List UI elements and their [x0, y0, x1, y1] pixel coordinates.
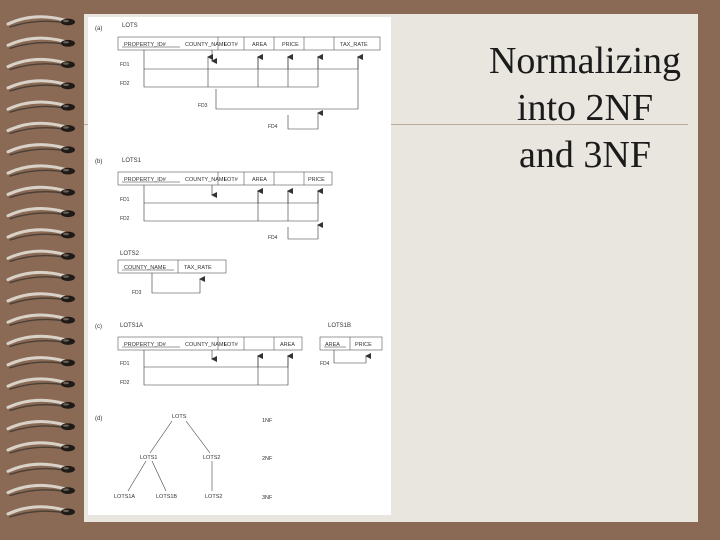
part-c-label: (c) — [95, 324, 102, 330]
spiral-ring — [8, 315, 75, 325]
lots-fd1-label: FD1 — [120, 62, 130, 68]
spiral-ring — [8, 507, 75, 517]
lots-fd2-label: FD2 — [120, 81, 130, 87]
spiral-ring — [8, 81, 75, 91]
spiral-ring — [8, 272, 75, 282]
lots-relation-name: LOTS — [122, 23, 138, 29]
tree-node-lots1: LOTS1 — [140, 455, 158, 461]
part-d-label: (d) — [95, 416, 103, 422]
slide-title-line-1: Normalizing — [488, 40, 682, 82]
lots1a-fd-arrows — [144, 350, 288, 385]
spiral-ring — [8, 336, 75, 346]
slide-title-line-2: into 2NF — [516, 87, 654, 129]
level-3nf-label: 3NF — [262, 495, 273, 501]
spiral-ring — [8, 209, 75, 219]
slide-title — [470, 38, 700, 179]
lots1a-col-property-id: PROPERTY_ID# — [124, 342, 166, 348]
spiral-ring — [8, 379, 75, 389]
spiral-ring — [8, 443, 75, 453]
spiral-ring — [8, 102, 75, 112]
lots-col-property-id: PROPERTY_ID# — [124, 42, 166, 48]
spiral-ring — [8, 123, 75, 133]
part-b-label: (b) — [95, 159, 103, 165]
lots2-col-county-name: COUNTY_NAME — [124, 265, 167, 271]
spiral-ring — [8, 485, 75, 495]
lots-col-county-name: COUNTY_NAME — [185, 42, 228, 48]
spiral-ring — [8, 230, 75, 240]
lots1-col-lot: LOT# — [224, 177, 238, 183]
lots2-fd-arrows — [152, 273, 200, 293]
lots1-fd-arrows — [144, 185, 318, 239]
lots1a-fd2-label: FD2 — [120, 380, 130, 386]
spiral-ring — [8, 358, 75, 368]
lots-col-lot: LOT# — [224, 42, 238, 48]
spiral-ring — [8, 294, 75, 304]
spiral-ring — [8, 464, 75, 474]
lots1b-fd-arrows — [334, 350, 366, 363]
spiral-binding — [0, 0, 84, 540]
lots-col-price: PRICE — [282, 42, 299, 48]
level-2nf-label: 2NF — [262, 456, 273, 462]
normalization-diagram — [88, 17, 391, 515]
lots1a-col-area: AREA — [280, 342, 295, 348]
lots1-fd1-label: FD1 — [120, 197, 130, 203]
spiral-ring — [8, 187, 75, 197]
lots2-header-row — [118, 260, 226, 273]
lots-fd4-label: FD4 — [268, 124, 278, 130]
lots1b-header-row — [320, 337, 382, 350]
slide-title-line-3: and 3NF — [519, 134, 651, 176]
lots-col-area: AREA — [252, 42, 267, 48]
lots-col-tax-rate: TAX_RATE — [340, 42, 368, 48]
lots1a-col-county-name: COUNTY_NAME — [185, 342, 228, 348]
lots1b-col-area: AREA — [325, 342, 340, 348]
lots1-col-property-id: PROPERTY_ID# — [124, 177, 166, 183]
lots1-header-row — [118, 172, 332, 185]
lots-fd3-label: FD3 — [198, 103, 208, 109]
lots1a-col-lot: LOT# — [224, 342, 238, 348]
level-1nf-label: 1NF — [262, 418, 273, 424]
tree-node-lots: LOTS — [172, 414, 187, 420]
spiral-ring — [8, 17, 75, 27]
lots-fd-arrows — [144, 50, 358, 129]
lots1-fd4-label: FD4 — [268, 235, 278, 241]
lots1-col-price: PRICE — [308, 177, 325, 183]
lots1-col-area: AREA — [252, 177, 267, 183]
spiral-ring — [8, 400, 75, 410]
lots1a-header-row — [118, 337, 302, 350]
lots2-col-tax-rate: TAX_RATE — [184, 265, 212, 271]
spiral-ring — [8, 422, 75, 432]
tree-node-lots2: LOTS2 — [203, 455, 221, 461]
lots1a-fd1-label: FD1 — [120, 361, 130, 367]
lots1b-col-price: PRICE — [355, 342, 372, 348]
spiral-ring — [8, 38, 75, 48]
spiral-ring — [8, 166, 75, 176]
tree-node-lots1a: LOTS1A — [114, 494, 136, 500]
part-a-label: (a) — [95, 26, 103, 32]
lots2-fd3-label: FD3 — [132, 290, 142, 296]
spiral-ring — [8, 145, 75, 155]
spiral-ring — [8, 59, 75, 69]
lots1-relation-name: LOTS1 — [122, 158, 142, 164]
tree-node-lots2-3nf: LOTS2 — [205, 494, 223, 500]
lots2-relation-name: LOTS2 — [120, 251, 140, 257]
lots1a-relation-name: LOTS1A — [120, 323, 144, 329]
spiral-ring — [8, 251, 75, 261]
lots1-col-county-name: COUNTY_NAME — [185, 177, 228, 183]
normalization-figure — [88, 17, 391, 515]
lots-header-row — [118, 37, 380, 50]
lots1b-fd4-label: FD4 — [320, 361, 330, 367]
tree-node-lots1b: LOTS1B — [156, 494, 178, 500]
lots1-fd2-label: FD2 — [120, 216, 130, 222]
lots1b-relation-name: LOTS1B — [328, 323, 352, 329]
